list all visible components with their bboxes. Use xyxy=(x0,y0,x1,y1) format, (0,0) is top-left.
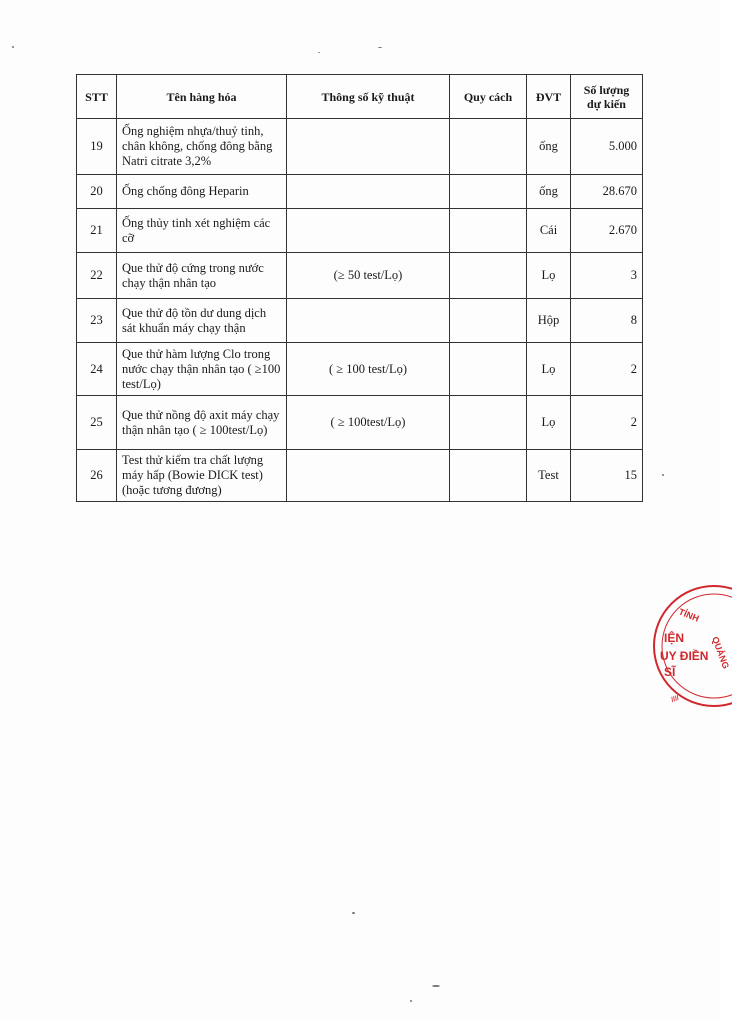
row-stt: 19 xyxy=(77,119,117,175)
row-stt: 26 xyxy=(77,450,117,502)
row-spec xyxy=(287,299,450,343)
row-qty: 28.670 xyxy=(571,175,643,209)
row-name: Test thử kiểm tra chất lượng máy hấp (Bowie DICK test) (hoặc tương đương) xyxy=(117,450,287,502)
row-qty: 2.670 xyxy=(571,209,643,253)
table-row xyxy=(77,450,643,502)
row-unit: Lọ xyxy=(527,396,571,450)
row-unit: Test xyxy=(527,450,571,502)
row-qty: 15 xyxy=(571,450,643,502)
table-row xyxy=(77,119,643,175)
row-pack xyxy=(450,343,527,396)
row-qty: 8 xyxy=(571,299,643,343)
row-name: Ống chống đông Heparin xyxy=(117,175,287,209)
row-pack xyxy=(450,450,527,502)
row-name: Que thử độ tồn dư dung dịch sát khuẩn máy chạy thận xyxy=(117,299,287,343)
table-header-row xyxy=(77,75,643,119)
row-unit: ống xyxy=(527,175,571,209)
row-unit: Hộp xyxy=(527,299,571,343)
row-spec xyxy=(287,450,450,502)
row-spec: ( ≥ 100test/Lọ) xyxy=(287,396,450,450)
row-name: Que thử nồng độ axit máy chạy thận nhân tạo ( ≥ 100test/Lọ) xyxy=(117,396,287,450)
row-spec xyxy=(287,175,450,209)
row-spec: (≥ 50 test/Lọ) xyxy=(287,253,450,299)
row-stt: 21 xyxy=(77,209,117,253)
row-qty: 3 xyxy=(571,253,643,299)
stamp-text-dien: UY ĐIỀN xyxy=(660,649,709,663)
table-row xyxy=(77,209,643,253)
stamp-seal-icon xyxy=(652,580,732,710)
row-unit: Lọ xyxy=(527,343,571,396)
stamp-text-si: SĨ xyxy=(664,665,676,679)
header-pack: Quy cách xyxy=(450,75,527,119)
row-spec: ( ≥ 100 test/Lọ) xyxy=(287,343,450,396)
table-row xyxy=(77,299,643,343)
row-stt: 23 xyxy=(77,299,117,343)
table-row xyxy=(77,175,643,209)
row-name: Ống nghiệm nhựa/thuỷ tinh, chân không, chống đông bằng Natri citrate 3,2% xyxy=(117,119,287,175)
row-name: Ống thủy tinh xét nghiệm các cỡ xyxy=(117,209,287,253)
row-spec xyxy=(287,209,450,253)
row-qty: 2 xyxy=(571,396,643,450)
row-pack xyxy=(450,209,527,253)
row-stt: 25 xyxy=(77,396,117,450)
header-name: Tên hàng hóa xyxy=(117,75,287,119)
row-pack xyxy=(450,175,527,209)
header-stt: STT xyxy=(77,75,117,119)
row-unit: Lọ xyxy=(527,253,571,299)
table-row xyxy=(77,396,643,450)
row-stt: 22 xyxy=(77,253,117,299)
official-stamp xyxy=(652,580,732,710)
stamp-text-bottom: //// xyxy=(670,694,681,704)
row-stt: 20 xyxy=(77,175,117,209)
row-name: Que thử hàm lượng Clo trong nước chạy thận nhân tạo ( ≥100 test/Lọ) xyxy=(117,343,287,396)
row-pack xyxy=(450,253,527,299)
table-row xyxy=(77,253,643,299)
header-qty: Số lượng dự kiến xyxy=(571,75,643,119)
header-unit: ĐVT xyxy=(527,75,571,119)
row-qty: 5.000 xyxy=(571,119,643,175)
header-spec: Thông số kỹ thuật xyxy=(287,75,450,119)
row-pack xyxy=(450,396,527,450)
table-row xyxy=(77,343,643,396)
stamp-text-quang: QUẢNG xyxy=(710,635,731,671)
row-unit: ống xyxy=(527,119,571,175)
stamp-text-vien: IỆN xyxy=(664,631,685,645)
row-qty: 2 xyxy=(571,343,643,396)
row-unit: Cái xyxy=(527,209,571,253)
row-stt: 24 xyxy=(77,343,117,396)
goods-table xyxy=(76,74,643,502)
row-spec xyxy=(287,119,450,175)
row-pack xyxy=(450,119,527,175)
row-name: Que thử độ cứng trong nước chạy thận nhân tạo xyxy=(117,253,287,299)
row-pack xyxy=(450,299,527,343)
stamp-text-tinh: TỈNH xyxy=(677,606,701,624)
